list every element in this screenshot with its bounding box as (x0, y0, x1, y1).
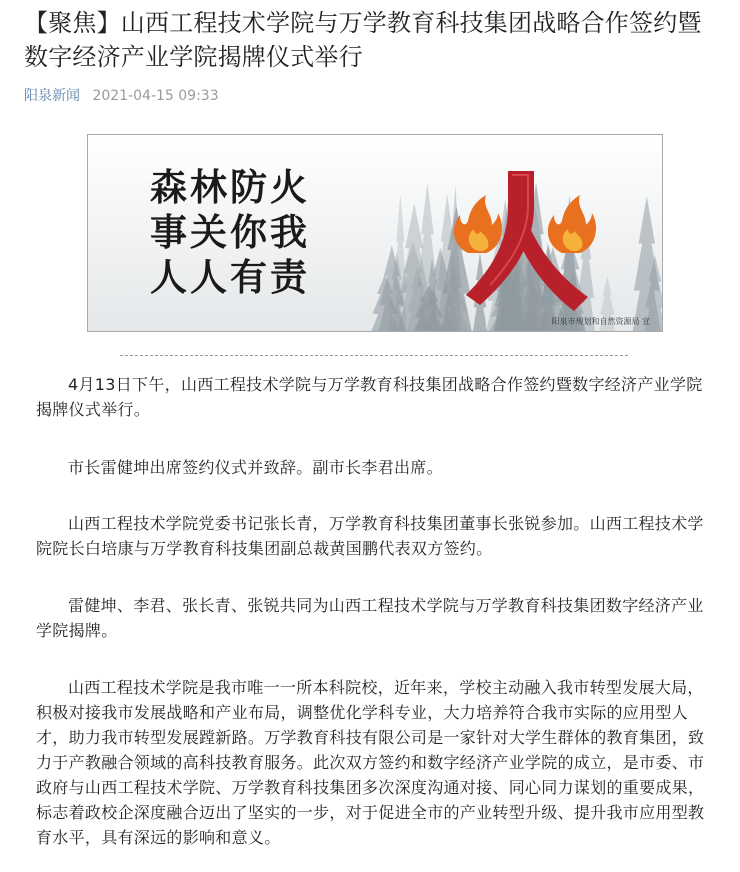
divider (120, 355, 628, 356)
fire-prevention-banner (87, 134, 663, 332)
slogan-line: 森林防火 (150, 165, 310, 209)
paragraph-3: 山西工程技术学院党委书记张长青，万学教育科技集团董事长张锐参加。山西工程技术学院院长白培康与万学教育科技集团副总裁黄国鹏代表双方签约。 (36, 514, 704, 558)
paragraph-1: 4月13日下午，山西工程技术学院与万学教育科技集团战略合作签约暨数字经济产业学院揭牌仪式举行。 (36, 375, 703, 419)
publish-time: 2021-04-15 09:33 (92, 88, 219, 104)
banner-credit: 阳泉市规划和自然资源局 宣 (551, 317, 650, 326)
source-link[interactable]: 阳泉新闻 (24, 88, 80, 104)
paragraph-5: 山西工程技术学院是我市唯一一所本科院校，近年来，学校主动融入我市转型发展大局，积极对接我市发展战略和产业布局，调整优化学科专业，大力培养符合我市实际的应用型人才，助力我市转型发展蹚新路。万学教育科技有限公司是一家针对大学生群体的教育集团，致力于产教融合领域的高科技教育服务。此次双方签约和数字经济产业学院的成立，是市委、市政府与山西工程技术学院、万学教育科技集团多次深度沟通对接、同心同力谋划的重要成果，标志着政校企深度融合迈出了坚实的一步，对于促进全市的产业转型升级、提升我市应用型教育水平，具有深远的影响和意义。 (36, 678, 705, 847)
slogan-line: 事关你我 (150, 210, 310, 254)
article-title: 【聚焦】山西工程技术学院与万学教育科技集团战略合作签约暨数字经济产业学院揭牌仪式举行 (24, 9, 702, 71)
paragraph-2: 市长雷健坤出席签约仪式并致辞。副市长李君出席。 (68, 458, 443, 477)
slogan-line: 人人有责 (150, 255, 310, 299)
article-meta (24, 86, 219, 106)
slogan (150, 165, 310, 300)
paragraph-4: 雷健坤、李君、张长青、张锐共同为山西工程技术学院与万学教育科技集团数字经济产业学院揭牌。 (36, 596, 704, 640)
